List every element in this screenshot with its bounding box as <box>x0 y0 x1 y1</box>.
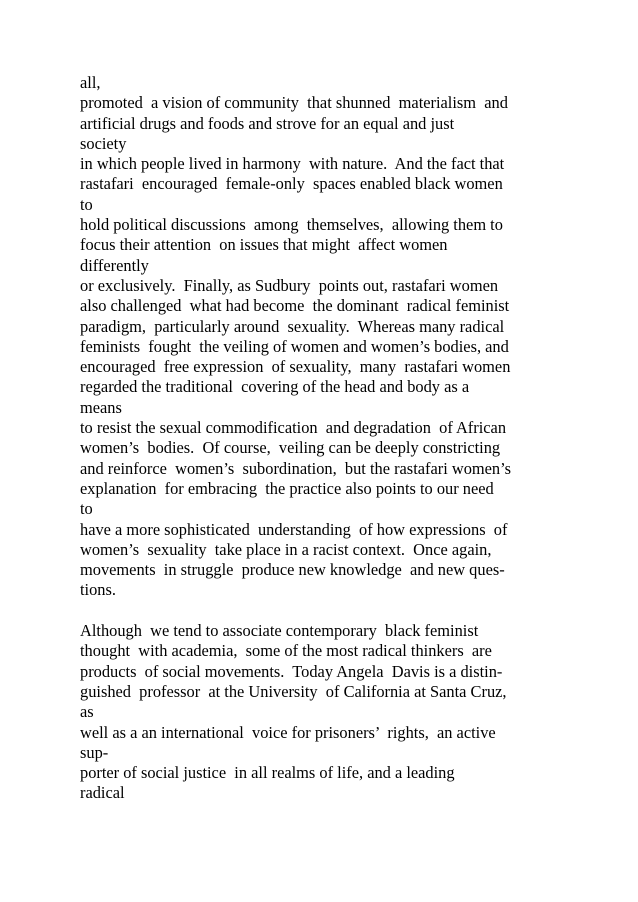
text-line: women’s bodies. Of course, veiling can be deeply constricting <box>80 438 501 458</box>
text-line: artificial drugs and foods and strove for an equal and just <box>80 113 455 133</box>
text-line: and reinforce women’s subordination, but the rastafari women’s <box>80 458 512 478</box>
text-line: movements in struggle produce new knowledge and new ques- <box>80 560 505 580</box>
text-line: women’s sexuality take place in a racist context. Once again, <box>80 539 492 559</box>
text-line: differently <box>80 255 149 275</box>
text-line: guished professor at the University of California at Santa Cruz, <box>80 681 507 701</box>
text-line: means <box>80 397 122 417</box>
body-text <box>80 73 620 804</box>
text-line: paradigm, particularly around sexuality. Whereas many radical <box>80 316 505 336</box>
text-line: hold political discussions among themselves, allowing them to <box>80 215 503 235</box>
text-line: to <box>80 194 93 214</box>
text-line: as <box>80 702 94 722</box>
text-line: tions. <box>80 580 116 600</box>
text-line: thought with academia, some of the most radical thinkers are <box>80 641 492 661</box>
text-line: Although we tend to associate contemporary black feminist <box>80 621 479 641</box>
text-line: encouraged free expression of sexuality, many rastafari women <box>80 357 511 377</box>
text-line: have a more sophisticated understanding of how expressions of <box>80 519 508 539</box>
text-line: feminists fought the veiling of women and women’s bodies, and <box>80 336 509 356</box>
text-line: explanation for embracing the practice also points to our need <box>80 478 494 498</box>
text-line: all, <box>80 73 101 92</box>
text-line: promoted a vision of community that shunned materialism and <box>80 93 508 113</box>
text-line: regarded the traditional covering of the head and body as a <box>80 377 470 397</box>
text-line: focus their attention on issues that might affect women <box>80 235 448 255</box>
text-line: to resist the sexual commodification and degradation of African <box>80 418 507 438</box>
text-line: to <box>80 499 93 519</box>
paragraph-break <box>80 601 620 621</box>
text-line: society <box>80 133 127 153</box>
text-line: rastafari encouraged female-only spaces enabled black women <box>80 174 503 194</box>
text-line: sup- <box>80 742 109 762</box>
text-line: radical <box>80 783 125 803</box>
text-line: also challenged what had become the dominant radical feminist <box>80 296 510 316</box>
text-line: products of social movements. Today Angela Davis is a distin- <box>80 661 503 681</box>
text-line: in which people lived in harmony with nature. And the fact that <box>80 154 505 174</box>
text-line: or exclusively. Finally, as Sudbury points out, rastafari women <box>80 275 499 295</box>
text-line: well as a an international voice for prisoners’ rights, an active <box>80 722 496 742</box>
text-line: porter of social justice in all realms of life, and a leading <box>80 763 455 783</box>
